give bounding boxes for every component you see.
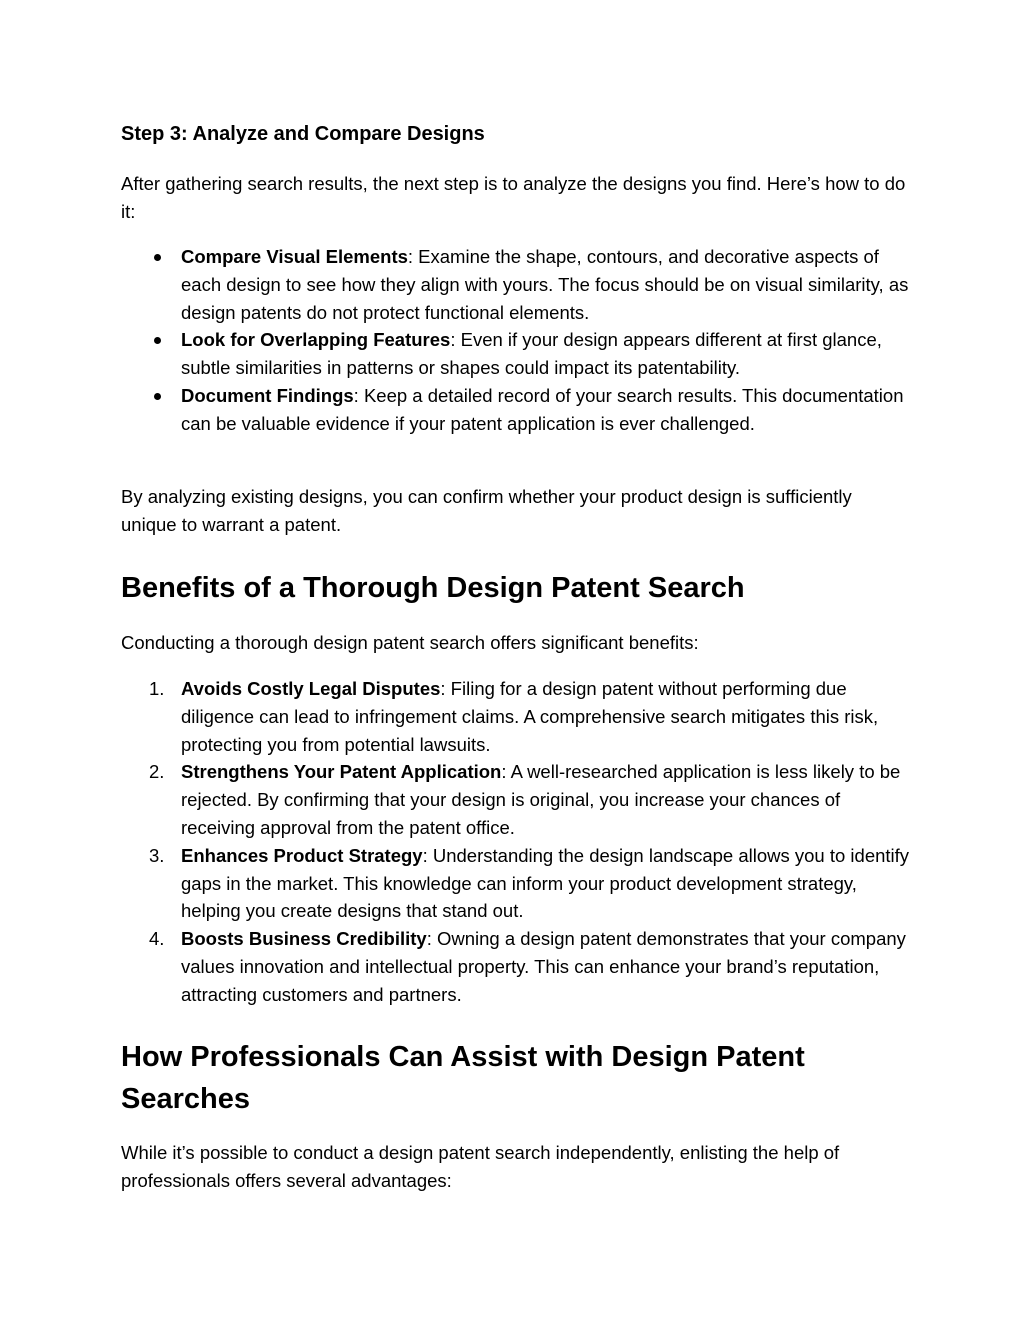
- list-number: 1.: [149, 678, 165, 699]
- step3-heading: Step 3: Analyze and Compare Designs: [121, 123, 485, 145]
- benefit-item-credibility: [121, 925, 911, 1008]
- bullet-item-overlapping: [121, 326, 911, 382]
- benefit-item-legal: [121, 675, 911, 758]
- list-number: 2.: [149, 761, 165, 783]
- step3-conclusion: By analyzing existing designs, you can confirm whether your product design is sufficiently unique to warrant a patent.: [121, 486, 852, 535]
- bullet-title: Look for Overlapping Features: [181, 329, 451, 351]
- benefit-title: Strengthens Your Patent Application: [181, 761, 502, 783]
- step3-intro: After gathering search results, the next step is to analyze the designs you find. Here’s how to do it:: [121, 173, 906, 222]
- benefit-text: : Understanding the design landscape allows you to identify gaps in the market. This knowledge can inform your product development strategy, helping you create designs that stand out.: [181, 844, 910, 922]
- professionals-intro: While it’s possible to conduct a design patent search independently, enlisting the help of professionals offers several advantages:: [121, 1142, 840, 1191]
- benefit-text: : Owning a design patent demonstrates that your company values innovation and intellectual property. This can enhance your brand’s reputation, attracting customers and partners.: [181, 928, 906, 1005]
- professionals-heading: How Professionals Can Assist with Design Patent Searches: [121, 1041, 805, 1115]
- benefits-heading: Benefits of a Thorough Design Patent Search: [121, 572, 745, 604]
- bullet-text: : Even if your design appears different at first glance, subtle similarities in patterns or shapes could impact its patentability.: [181, 329, 882, 379]
- benefit-text: : Filing for a design patent without performing due diligence can lead to infringement claims. A comprehensive search mitigates this risk, protecting you from potential lawsuits.: [181, 678, 879, 755]
- bullet-dot: [154, 393, 161, 400]
- bullet-item-document: [121, 382, 911, 438]
- benefit-text: : A well-researched application is less likely to be rejected. By confirming that your design is original, you increase your chances of receiving approval from the patent office.: [181, 761, 901, 838]
- bullet-dot: [154, 254, 161, 261]
- benefit-item-strategy: [121, 842, 911, 925]
- benefit-title: Avoids Costly Legal Disputes: [181, 678, 441, 699]
- list-number: 3.: [149, 844, 165, 866]
- benefits-numbered-list: [121, 675, 911, 1009]
- bullet-text: : Keep a detailed record of your search results. This documentation can be valuable evidence if your patent application is ever challenged.: [181, 384, 904, 434]
- benefit-title: Enhances Product Strategy: [181, 844, 423, 866]
- bullet-title: Compare Visual Elements: [181, 246, 408, 267]
- benefit-item-application: [121, 758, 911, 841]
- benefit-title: Boosts Business Credibility: [181, 928, 427, 950]
- benefits-intro: Conducting a thorough design patent search offers significant benefits:: [121, 632, 699, 653]
- bullet-dot: [154, 337, 161, 344]
- bullet-text: : Examine the shape, contours, and decorative aspects of each design to see how they align with yours. The focus should be on visual similarity, as design patents do not protect functional elements.: [181, 246, 909, 323]
- bullet-title: Document Findings: [181, 384, 354, 406]
- step3-bullet-list: [121, 243, 911, 438]
- list-number: 4.: [149, 928, 165, 950]
- bullet-item-compare: [121, 243, 911, 326]
